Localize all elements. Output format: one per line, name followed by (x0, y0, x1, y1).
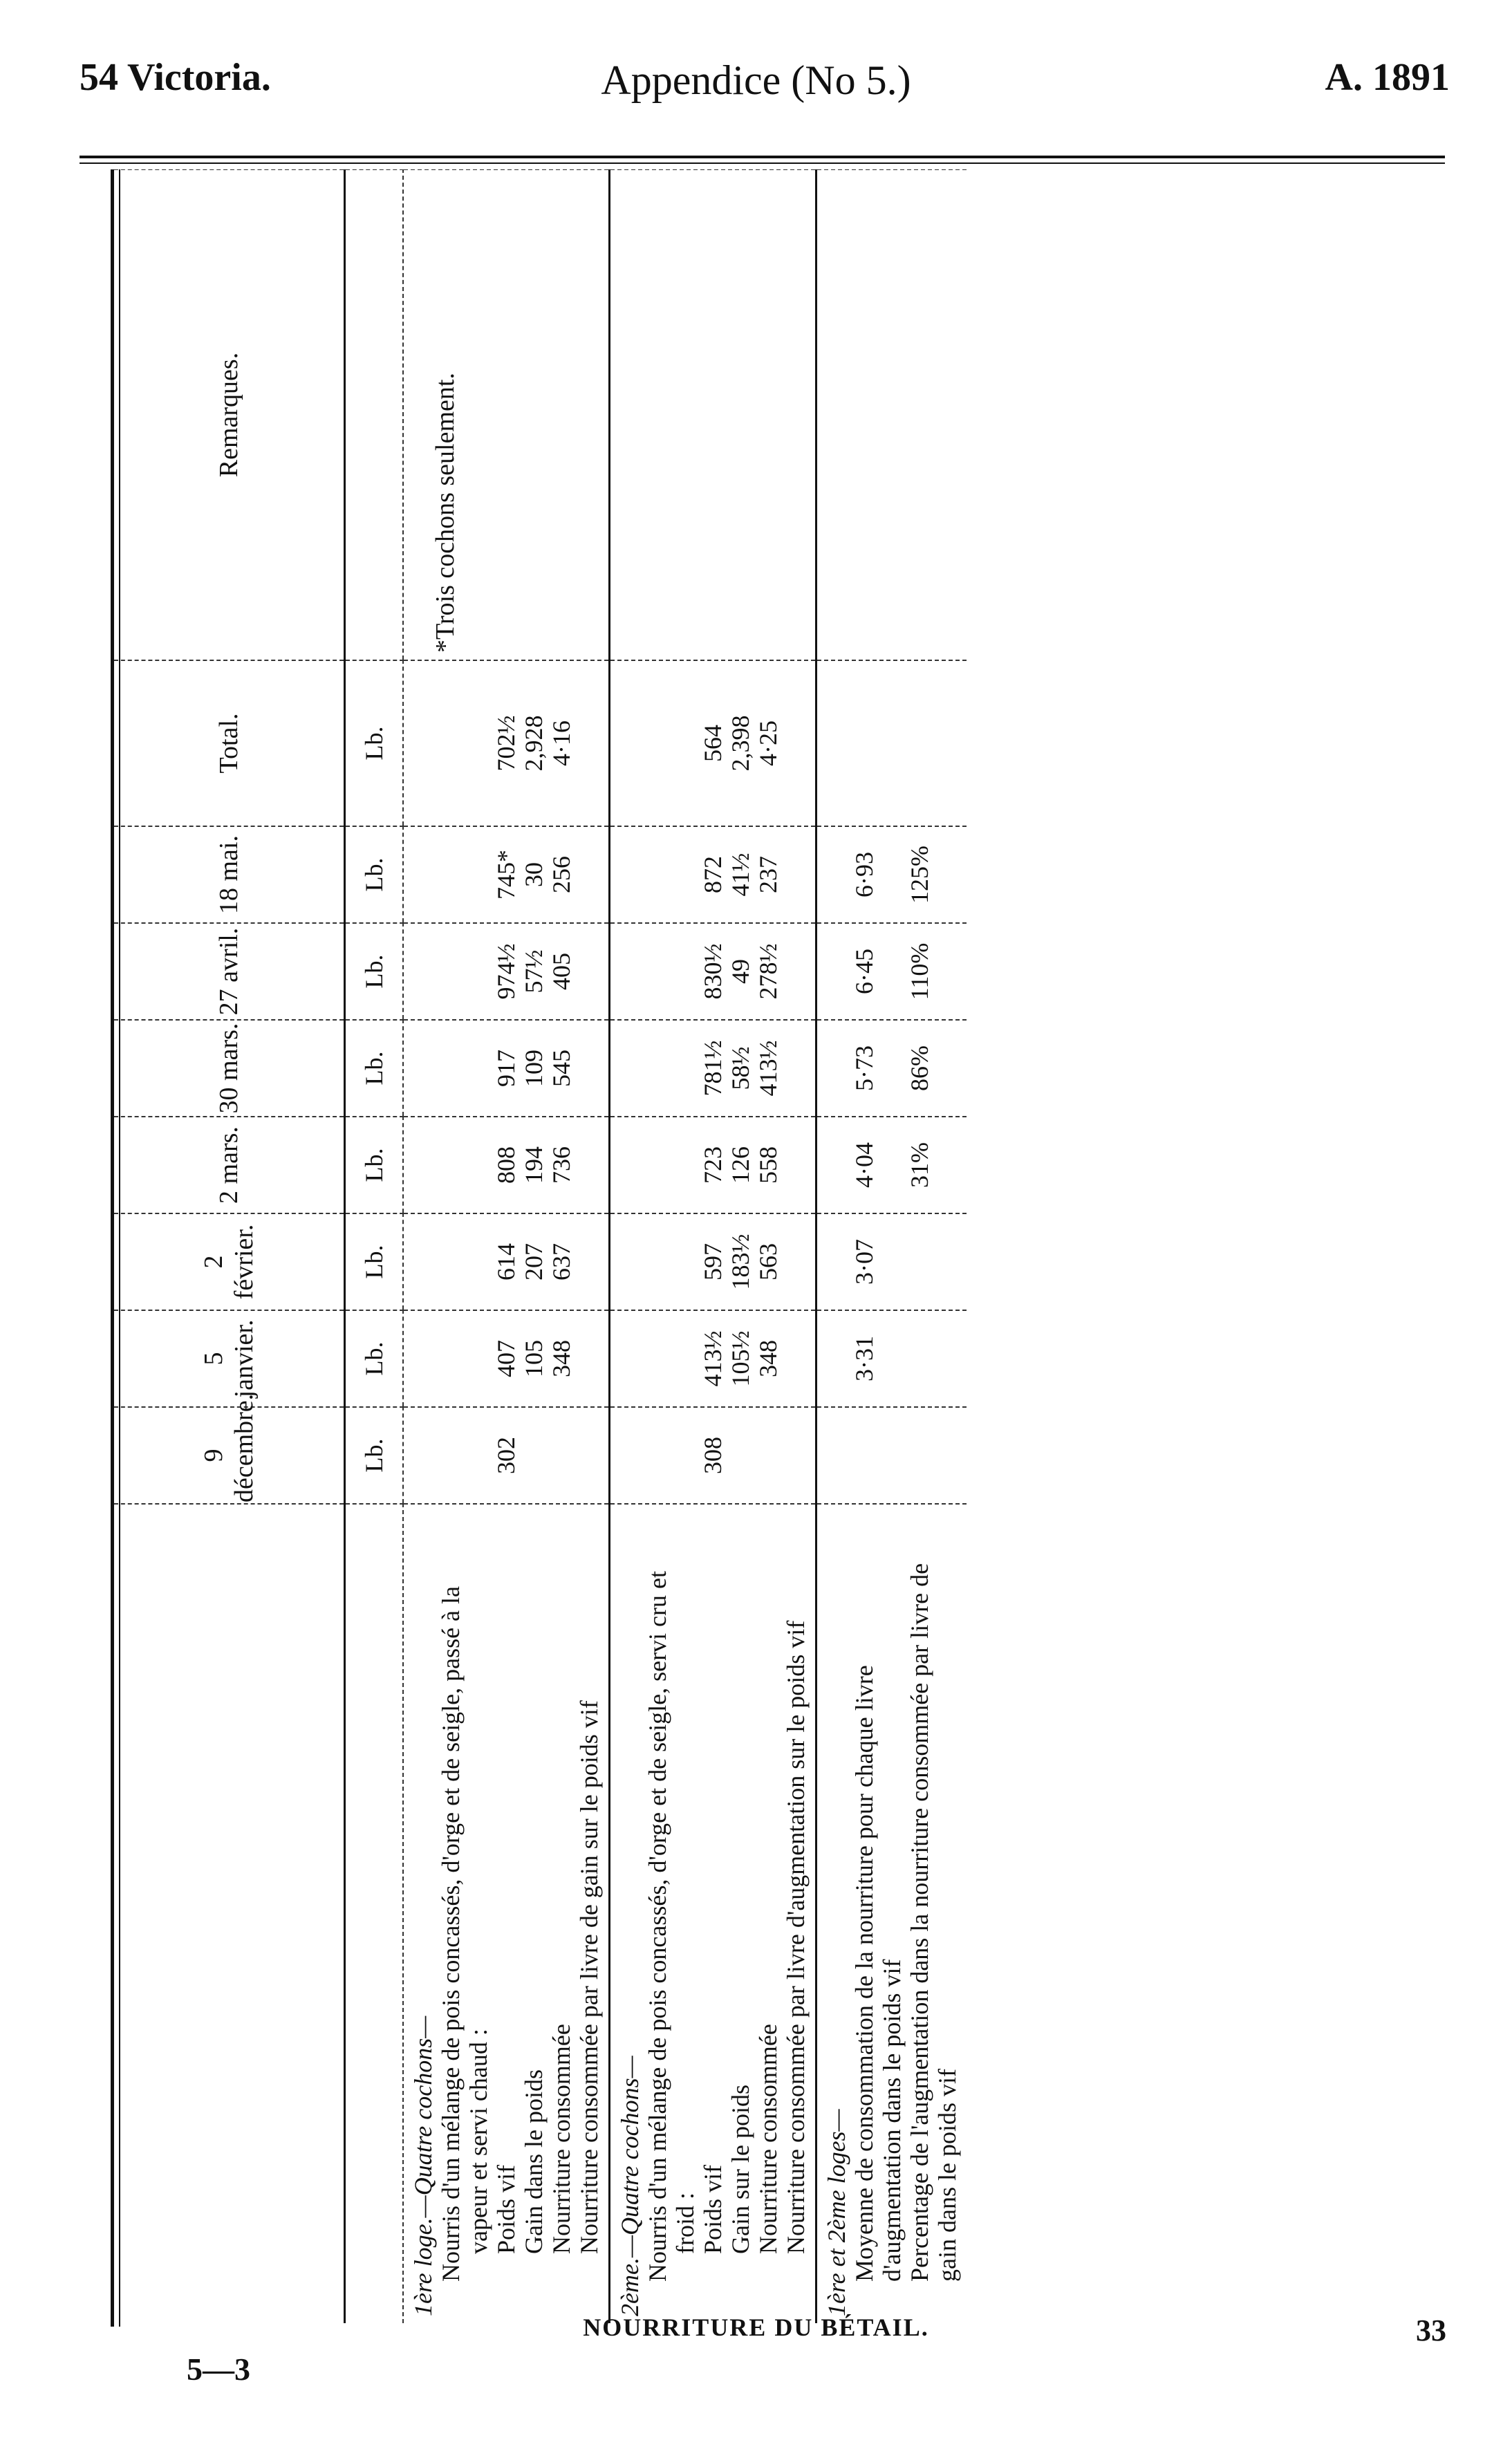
value: 105 (520, 1340, 548, 1377)
date-col-cell (610, 1117, 816, 1213)
value: 348 (548, 1340, 575, 1377)
col-header-date-7: 18 mai. (114, 826, 345, 923)
col-header-date-4: 2 mars. (114, 1117, 345, 1213)
date-col-cell (610, 826, 816, 923)
value: 58½ (727, 1046, 754, 1090)
date-col-cell (816, 1310, 967, 1407)
date-col-cell (403, 1213, 610, 1310)
value: 781½ (699, 1040, 727, 1097)
value: 302 (492, 1437, 520, 1474)
row-label: Gain sur le poids (727, 2085, 754, 2254)
row-label: Nourriture consommée (548, 2024, 575, 2254)
value: 745* (492, 850, 520, 900)
section-row (816, 169, 967, 2323)
value: 407 (492, 1340, 520, 1377)
header-rule-bottom (80, 162, 1445, 164)
value: 736 (548, 1146, 575, 1184)
value: 31% (906, 1142, 933, 1188)
date-col-cell (403, 826, 610, 923)
section-desc-line: Nourris d'un mélange de pois concassés, d'orge et de seigle, passé à la (437, 1585, 465, 2282)
header-rule-top (80, 156, 1445, 158)
value: 872 (699, 856, 727, 893)
row-label: Nourriture consommée (754, 2024, 782, 2254)
section-heading: 2ème.—Quatre cochons— (616, 2056, 644, 2316)
value: 413½ (754, 1040, 782, 1097)
date-col-cell (816, 1213, 967, 1310)
section-desc-line: vapeur et servi chaud : (465, 2029, 492, 2254)
row-label: Poids vif (492, 2164, 520, 2254)
column-header-row (114, 169, 345, 2323)
total-value: 4·16 (548, 720, 575, 766)
col-header-remarks: Remarques. (114, 169, 345, 660)
section-heading: 1ère loge.—Quatre cochons— (409, 2015, 437, 2316)
value: 723 (699, 1146, 727, 1184)
value: 278½ (754, 943, 782, 1000)
date-col-cell (816, 1407, 967, 1504)
col-header-date-3: 2 février. (114, 1213, 345, 1310)
value: 405 (548, 953, 575, 990)
remark-cell (610, 169, 816, 660)
value: 974½ (492, 943, 520, 1000)
row-label: Poids vif (699, 2164, 727, 2254)
value: 126 (727, 1146, 754, 1184)
date-col-cell (816, 923, 967, 1020)
row-label: Nourriture consommée par livre d'augmentation sur le poids vif (782, 1620, 810, 2254)
value: 5·73 (850, 1045, 878, 1091)
unit-row (345, 169, 404, 2323)
section-row (403, 169, 610, 2323)
value: 597 (699, 1243, 727, 1281)
value: 637 (548, 1243, 575, 1281)
total-value: 564 (699, 725, 727, 762)
unit-cell: Lb. (345, 1310, 404, 1407)
date-col-cell (610, 1310, 816, 1407)
row-label: Percentage de l'augmentation dans la nourriture consommée par livre de gain dans le poids vif (906, 1563, 961, 2282)
unit-cell: Lb. (345, 660, 404, 826)
col-header-total: Total. (114, 660, 345, 826)
col-header-date-5: 30 mars. (114, 1020, 345, 1117)
section-heading: 1ère et 2ème loges— (823, 2109, 850, 2316)
date-col-cell (610, 1213, 816, 1310)
value: 917 (492, 1050, 520, 1087)
row-label: Nourriture consommée par livre de gain sur le poids vif (575, 1700, 603, 2254)
date-col-cell (816, 1117, 967, 1213)
section-description (816, 1504, 967, 2323)
value: 207 (520, 1243, 548, 1281)
date-col-cell (610, 1407, 816, 1504)
date-col-cell (403, 1407, 610, 1504)
value: 558 (754, 1146, 782, 1184)
date-col-cell (403, 1117, 610, 1213)
feeding-table (114, 169, 967, 2323)
value: 6·45 (850, 949, 878, 994)
rotated-table-frame (114, 169, 1096, 2323)
value: 183½ (727, 1233, 754, 1290)
value: 256 (548, 856, 575, 893)
value: 348 (754, 1340, 782, 1377)
value: 545 (548, 1050, 575, 1087)
row-label: Gain dans le poids (520, 2069, 548, 2254)
col-header-date-6: 27 avril. (114, 923, 345, 1020)
row-label: Moyenne de consommation de la nourriture pour chaque livre d'augmentation dans le poids vif (850, 1665, 906, 2282)
footer-title: NOURRITURE DU BÉTAIL. (583, 2313, 929, 2341)
date-col-cell (610, 923, 816, 1020)
value: 614 (492, 1243, 520, 1281)
date-col-cell (610, 1020, 816, 1117)
total-cell (403, 660, 610, 826)
value: 194 (520, 1146, 548, 1184)
value: 6·93 (850, 852, 878, 897)
value: 41½ (727, 853, 754, 897)
page-number: 33 (1416, 2313, 1446, 2347)
section-description (610, 1504, 816, 2323)
value: 57½ (520, 949, 548, 994)
section-desc-line: Nourris d'un mélange de pois concassés, d'orge et de seigle, servi cru et (644, 1570, 671, 2282)
col-header-date-1: 9 décembre. (114, 1407, 345, 1504)
value: 4·04 (850, 1142, 878, 1188)
section-row (610, 169, 816, 2323)
total-value: 2,928 (520, 715, 548, 772)
rotated-table-container (114, 169, 1096, 2323)
date-col-cell (403, 1020, 610, 1117)
date-col-cell (403, 1310, 610, 1407)
unit-cell: Lb. (345, 1020, 404, 1117)
unit-cell: Lb. (345, 1213, 404, 1310)
date-col-cell (816, 1020, 967, 1117)
unit-cell: Lb. (345, 923, 404, 1020)
total-value: 2,398 (727, 715, 754, 772)
value: 125% (906, 846, 933, 904)
value: 30 (520, 862, 548, 887)
value: 563 (754, 1243, 782, 1281)
value: 3·31 (850, 1336, 878, 1381)
header-year: A. 1891 (1325, 56, 1450, 99)
total-cell (610, 660, 816, 826)
header-title: Appendice (No 5.) (601, 57, 911, 103)
value: 86% (906, 1045, 933, 1091)
section-description (403, 1504, 610, 2323)
remark-cell (816, 169, 967, 660)
value: 49 (727, 959, 754, 984)
unit-cell: Lb. (345, 826, 404, 923)
unit-cell-remarks (345, 169, 404, 660)
value: 105½ (727, 1330, 754, 1387)
col-header-date-2: 5 janvier. (114, 1310, 345, 1407)
unit-cell: Lb. (345, 1407, 404, 1504)
section-desc-line: froid : (671, 2192, 699, 2254)
value: 830½ (699, 943, 727, 1000)
value: 109 (520, 1050, 548, 1087)
remark-cell (403, 169, 610, 660)
unit-cell-desc (345, 1504, 404, 2323)
value: 3·07 (850, 1239, 878, 1285)
date-col-cell (816, 826, 967, 923)
total-value: 4·25 (754, 720, 782, 766)
value: 110% (906, 942, 933, 1000)
value: 413½ (699, 1330, 727, 1387)
value: 308 (699, 1437, 727, 1474)
date-col-cell (403, 923, 610, 1020)
header-session: 54 Victoria. (80, 56, 271, 99)
footer-signature-mark: 5—3 (187, 2352, 250, 2387)
remark-text: *Trois cochons seulement. (431, 373, 460, 653)
value: 237 (754, 856, 782, 893)
unit-cell: Lb. (345, 1117, 404, 1213)
col-header-description (114, 1504, 345, 2323)
value: 808 (492, 1146, 520, 1184)
total-value: 702½ (492, 715, 520, 772)
total-cell (816, 660, 967, 826)
